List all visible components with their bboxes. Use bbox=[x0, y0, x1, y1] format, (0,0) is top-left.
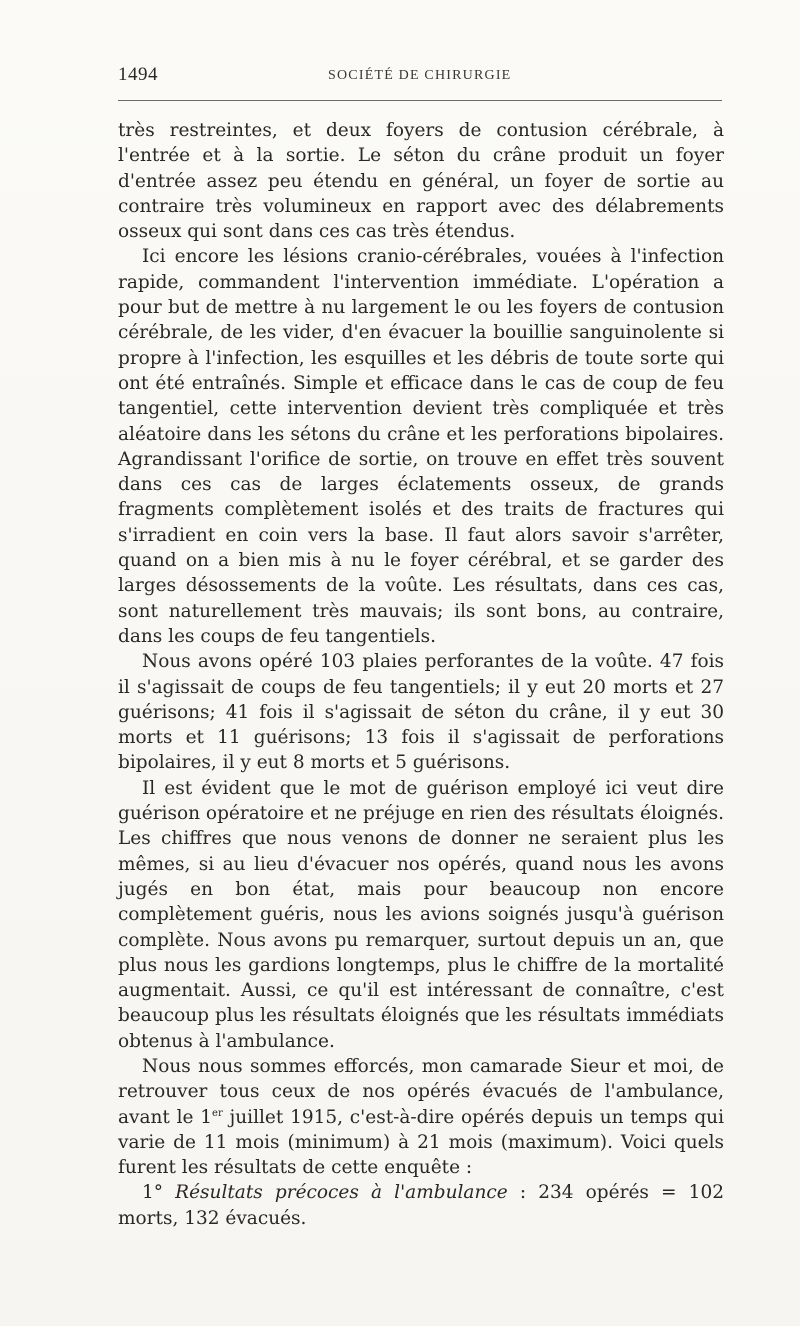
page-number: 1494 bbox=[118, 64, 158, 85]
header-rule bbox=[118, 100, 722, 101]
paragraph-6-end: : 234 opérés = 102 morts, 132 évacués. bbox=[118, 1182, 724, 1229]
section-title: Résultats précoces à l'ambulance bbox=[175, 1182, 508, 1204]
list-number: 1° bbox=[142, 1182, 176, 1204]
paragraph-1: très restreintes, et deux foyers de contusion cérébrale, à l'entrée et à la sortie. Le séton du crâne produit un foyer d'entrée assez peu étendu en général, un foyer de sortie au contraire très volumineux en rapport avec des délabrements osseux qui sont dans ces cas très étendus. bbox=[118, 120, 724, 243]
paragraph-6 bbox=[118, 1180, 724, 1231]
body-text bbox=[118, 118, 724, 1231]
paragraph-3: Nous avons opéré 103 plaies perforantes de la voûte. 47 fois il s'agissait de coups de feu tangentiels; il y eut 20 morts et 27 guérisons; 41 fois il s'agissait de séton du crâne, il y eut 30 morts et 11 guérisons; 13 fois il s'agissait de perforations bipolaires, il y eut 8 morts et 5 guérisons. bbox=[118, 651, 724, 774]
paragraph-2: Ici encore les lésions cranio-cérébrales, vouées à l'infection rapide, commandent l'intervention immédiate. L'opération a pour but de mettre à nu largement le ou les foyers de contusion cérébrale, de les vider, d'en évacuer la bouillie sanguinolente si propre à l'infection, les esquilles et les débris de toute sorte qui ont été entraînés. Simple et efficace dans le cas de coup de feu tangentiel, cette intervention devient très compliquée et très aléatoire dans les sétons du crâne et les perforations bipolaires. Agrandissant l'orifice de sortie, on trouve en effet très souvent dans ces cas de larges éclatements osseux, de grands fragments complètement isolés et des traits de fractures qui s'irradient en coin vers la base. Il faut alors savoir s'arrêter, quand on a bien mis à nu le foyer cérébral, et se garder des larges désossements de la voûte. Les résultats, dans ces cas, sont naturellement très mauvais; ils sont bons, au contraire, dans les coups de feu tangentiels. bbox=[118, 246, 724, 647]
page-header bbox=[118, 58, 722, 98]
paragraph-4: Il est évident que le mot de guérison employé ici veut dire guérison opératoire et ne préjuge en rien des résultats éloignés. Les chiffres que nous venons de donner ne seraient plus les mêmes, si au lieu d'évacuer nos opérés, quand nous les avons jugés en bon état, mais pour beaucoup non encore complètement guéris, nous les avions soignés jusqu'à guérison complète. Nous avons pu remarquer, surtout depuis un an, que plus nous les gardions longtemps, plus le chiffre de la mortalité augmentait. Aussi, ce qu'il est intéressant de connaître, c'est beaucoup plus les résultats éloignés que les résultats immédiats obtenus à l'ambulance. bbox=[118, 777, 724, 1052]
paragraph-5-start: Nous nous sommes efforcés, mon camarade Sieur et moi, de retrouver tous ceux de nos opérés évacués de l'ambulance, avant le 1 bbox=[118, 1055, 724, 1128]
paragraph-5 bbox=[118, 1054, 724, 1180]
running-head: SOCIÉTÉ DE CHIRURGIE bbox=[328, 68, 512, 83]
paragraph-5-end: juillet 1915, c'est-à-dire opérés depuis un temps qui varie de 11 mois (minimum) à 21 mois (maximum). Voici quels furent les résultats de cette enquête : bbox=[118, 1106, 724, 1179]
superscript-er: er bbox=[212, 1107, 223, 1119]
